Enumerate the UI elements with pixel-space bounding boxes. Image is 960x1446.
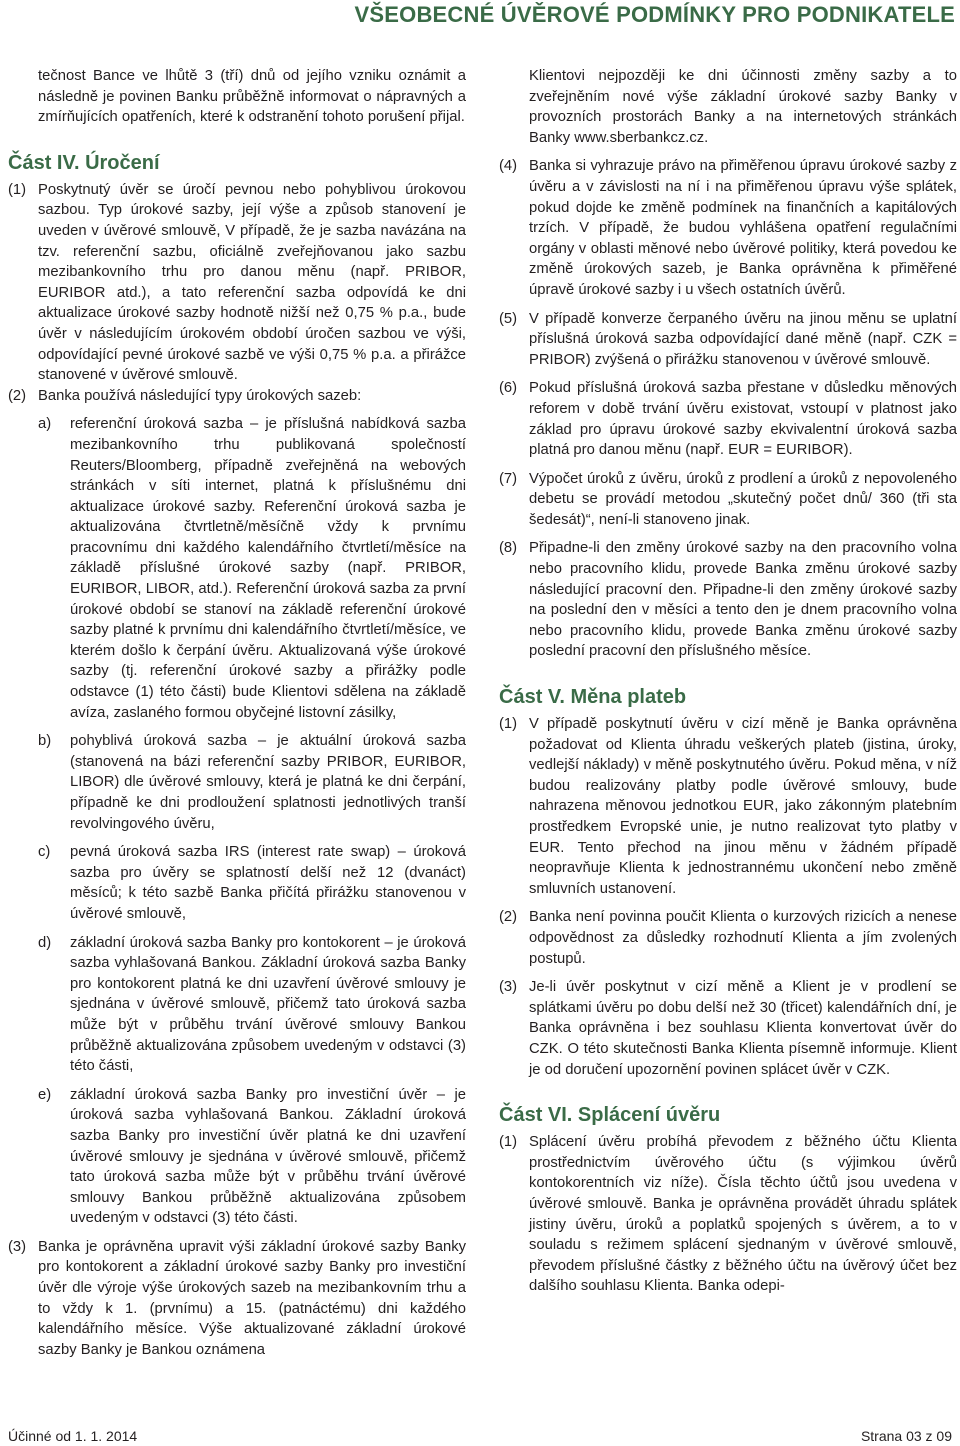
list-item-text: pohyblivá úroková sazba – je aktuální úroková sazba (stanovená na bázi referenční sazby PRIBOR, EURIBOR, LIBOR) dle úvěrové smlouvy, která je platná ke dni čerpání, případně ke dni prodloužení splatnosti jednotlivých tranší revolvingového úvěru, [70, 733, 466, 832]
list-item-label: d) [38, 934, 52, 951]
paragraph-iv-1 [8, 180, 466, 386]
paragraph-v-2 [499, 907, 957, 969]
list-item-label: e) [38, 1086, 52, 1103]
list-item-label: b) [38, 733, 52, 750]
section-heading-iv: Část IV. Úročení [8, 151, 160, 174]
paragraph-iv-2 [8, 386, 466, 407]
paragraph-v-1 [499, 714, 957, 899]
section-heading-v: Část V. Měna plateb [499, 686, 687, 709]
list-item-text: pevná úroková sazba IRS (interest rate swap) – úroková sazba pro úvěry se splatností delší než 12 (dvanáct) měsíců; k této sazbě Banka přičítá přirážku stanovenou v úvěrové smlouvě, [70, 844, 466, 922]
right-column [499, 66, 957, 1297]
list-item [38, 1085, 466, 1229]
paragraph-number: (8) [499, 540, 518, 557]
paragraph-number: (1) [499, 716, 518, 733]
paragraph-number: (7) [499, 470, 518, 487]
paragraph-iv-4 [499, 156, 957, 300]
list-item [38, 414, 466, 723]
list-item [38, 933, 466, 1077]
list-item-text: základní úroková sazba Banky pro investiční úvěr – je úroková sazba vyhlašovaná Bankou. Základní úroková sazba Banky pro investiční úvěr platná ke dni uzavření úvěrové smlouvy je sjednána v úvěrové smlouvě, přičemž tato úroková sazba může být v průběhu trvání úvěrové smlouvy Bankou průběžně aktualizována způsobem uvedeným v odstavci (3) této části. [70, 1086, 466, 1227]
footer-page-number: Strana 03 z 09 [860, 1428, 952, 1444]
paragraph-text: Připadne-li den změny úrokové sazby na den pracovního volna nebo pracovního klidu, provede Banka změnu úrokové sazby následující pracovní den. Připadne-li den změny úrokové sazby na poslední den v měsíci a tento den je dnem pracovního volna nebo pracovního klidu, provede Banka změnu úrokové sazby poslední pracovní den příslušného měsíce. [529, 540, 957, 660]
left-column [8, 66, 466, 1360]
list-item [38, 731, 466, 834]
paragraph-text: V případě poskytnutí úvěru v cizí měně je Banka oprávněna požadovat od Klienta úhradu veškerých plateb (jistina, úroky, vedlejší náklady) v měně poskytnutého úvěru. Pokud měna, v níž budou realizovány platby podle úvěrové smlouvy, bude nahrazena měnovou jednotkou EUR, jako zákonným platebním prostředkem Evropské unie, je nutno realizovat tyto platby v EUR. Tento přechod na jinou měnu v žádném případě neopravňuje Klienta k jednostrannému ukončení nebo změně smluvních ustanovení. [529, 716, 957, 897]
paragraph-number: (3) [499, 979, 518, 996]
paragraph-number: (1) [499, 1134, 518, 1151]
list-item-label: c) [38, 844, 51, 861]
paragraph-number: (1) [8, 181, 27, 198]
paragraph-number: (4) [499, 158, 518, 175]
paragraph-number: (2) [499, 909, 518, 926]
list-item [38, 842, 466, 924]
list-item-text: referenční úroková sazba – je příslušná nabídková sazba mezibankovního trhu publikovaná společností Reuters/Bloomberg, případně zveřejněná na webových stránkách v síti internet, platná k příslušnému dni aktualizace úrokové sazby. Referenční úroková sazba je aktualizována čtvrtletně/měsíčně vždy k prvnímu pracovnímu dni každého kalendářního čtvrtletí/měsíce na základě příslušné úrokové sazby (např. PRIBOR, EURIBOR, LIBOR, atd.). Referenční úroková sazba za první úrokové období se stanoví na základě referenční úrokové sazby platné k prvnímu dni kalendářního čtvrtletí/měsíce, ve kterém došlo k čerpání úvěru. Aktualizovaná výše úrokové sazby (tj. referenční úrokové sazby a přirážky podle odstavce (1) této části) bude Klientovi sdělena na základě avíza, zaslaného formou obyčejné listovní zásilky, [70, 416, 466, 721]
paragraph-text: Banka není povinna poučit Klienta o kurzových rizicích a nenese odpovědnost za důsledky rozhodnutí Klienta a jím zvolených postupů. [529, 909, 957, 967]
paragraph-vi-1 [499, 1132, 957, 1297]
list-item-label: a) [38, 416, 52, 433]
paragraph-text: Výpočet úroků z úvěru, úroků z prodlení a úroků z nepovoleného debetu se provádí metodou „skutečný počet dnů/ 360 (tři sta šedesát)“, není-li stanoveno jinak. [529, 470, 957, 528]
paragraph-iv-5 [499, 309, 957, 371]
section-heading-vi: Část VI. Splácení úvěru [499, 1104, 721, 1127]
paragraph-iv-3 [8, 1237, 466, 1361]
paragraph-number: (6) [499, 380, 518, 397]
paragraph-iv-7 [499, 469, 957, 531]
paragraph-v-3 [499, 977, 957, 1080]
paragraph-iv-6 [499, 378, 957, 460]
paragraph-text: Banka si vyhrazuje právo na přiměřenou úpravu úrokové sazby z úvěru a v závislosti na ní i na přiměřenou úpravu výše splátek, pokud dojde ke změně podmínek na finančních a kapitálových trzích. V případě, že budou vyhlášena opatření regulačními orgány v oblasti měnové nebo úvěrové politiky, která povedou ke změně úrokových sazeb, je Banka oprávněna k přiměřené úpravě úrokové sazby i u všech ostatních úvěrů. [529, 158, 957, 298]
paragraph-text: Poskytnutý úvěr se úročí pevnou nebo pohyblivou úrokovou sazbou. Typ úrokové sazby, její výše a způsob stanovení je uveden v úvěrové smlouvě, V případě, že je sazba navázána na tzv. referenční sazbu, oficiálně zveřejňovanou jako sazbu mezibankovního trhu pro danou měnu (např. PRIBOR, EURIBOR atd.), a tato referenční sazba odpovídá ke dni aktualizace úrokové sazby hodnotě nižší než 0,75 % p.a., bude úvěr v následujícím úrokovém období úročen sazbou ve výši, odpovídající pevné úrokové sazbě ve výši 0,75 % p.a. a přirážce stanovené v úvěrové smlouvě. [38, 181, 466, 384]
footer-effective-date: Účinné od 1. 1. 2014 [8, 1428, 138, 1444]
paragraph-text: Banka je oprávněna upravit výši základní úrokové sazby Banky pro kontokorent a základní úrokové sazby Banky pro investiční úvěr dle výroje výše úrokových sazeb na mezibankovním trhu a to vždy k 1. (prvnímu) a 15. (patnáctému) dni každého kalendářního měsíce. Výše aktualizované základní úrokové sazby Banky je Bankou oznámena [38, 1238, 466, 1358]
paragraph-text: V případě konverze čerpaného úvěru na jinou měnu se uplatní příslušná úroková sazba odpovídající dané měně (např. CZK = PRIBOR) zvýšená o přirážku stanovenou v úvěrové smlouvě. [529, 310, 957, 368]
paragraph-text: Splácení úvěru probíhá převodem z běžného účtu Klienta prostřednictvím úvěrového účtu (s výjimkou úvěrů kontokorentních viz níže). Čísla těchto účtů jsou uvedena v úvěrové smlouvě. Banka je oprávněna provádět úhradu splátek jistiny úvěru, úroků a poplatků spojených s úvěrem, a to v souladu s režimem splácení sjednaným v úvěrové smlouvě, převodem příslušné částky z běžného účtu na úvěrový účet bez dalšího souhlasu Klienta. Banka odepi- [529, 1134, 957, 1295]
paragraph-number: (2) [8, 387, 27, 404]
paragraph-iv-8 [499, 538, 957, 662]
paragraph-text: Banka používá následující typy úrokových sazeb: [38, 387, 362, 404]
paragraph-text: Pokud příslušná úroková sazba přestane v důsledku měnových reforem v době trvání úvěru existovat, vstoupí v platnost jako základ pro úpravu úrokové sazby ekvivalentní úroková sazba platná pro danou měnu (např. EUR = EURIBOR). [529, 380, 957, 459]
paragraph-text: Je-li úvěr poskytnut v cizí měně a Klient je v prodlení se splátkami úvěru po dobu delší než 30 (třicet) kalendářních dní, je Banka oprávněna i bez souhlasu Klienta konvertovat úvěr do CZK. O této skutečnosti Banka Klienta písemně informuje. Klient je od doručení upozornění povinen splácet úvěr v CZK. [529, 979, 957, 1078]
list-item-text: základní úroková sazba Banky pro kontokorent – je úroková sazba vyhlašovaná Bankou. Základní úroková sazba Banky pro kontokorent platná ke dni uzavření úvěrové smlouvy je sjednána v úvěrové smlouvě, přičemž tato úroková sazba může být v průběhu trvání úvěrové smlouvy Bankou průběžně aktualizována způsobem uvedeným v odstavci (3) této části, [70, 934, 466, 1075]
continued-paragraph: Klientovi nejpozději ke dni účinnosti změny sazby a to zveřejněním nové výše základní úrokové sazby Banky v provozních prostorách Banky a na internetových stránkách Banky www.sberbankcz.cz. [529, 68, 957, 146]
document-title: VŠEOBECNÉ ÚVĚROVÉ PODMÍNKY PRO PODNIKATELE [354, 2, 955, 27]
intro-paragraph: tečnost Bance ve lhůtě 3 (tří) dnů od jejího vzniku oznámit a následně je povinen Banku průběžně informovat o nápravných a zmírňujících opatřeních, které k odstranění tohoto porušení přijal. [38, 68, 466, 126]
paragraph-number: (3) [8, 1238, 27, 1255]
paragraph-number: (5) [499, 310, 518, 327]
